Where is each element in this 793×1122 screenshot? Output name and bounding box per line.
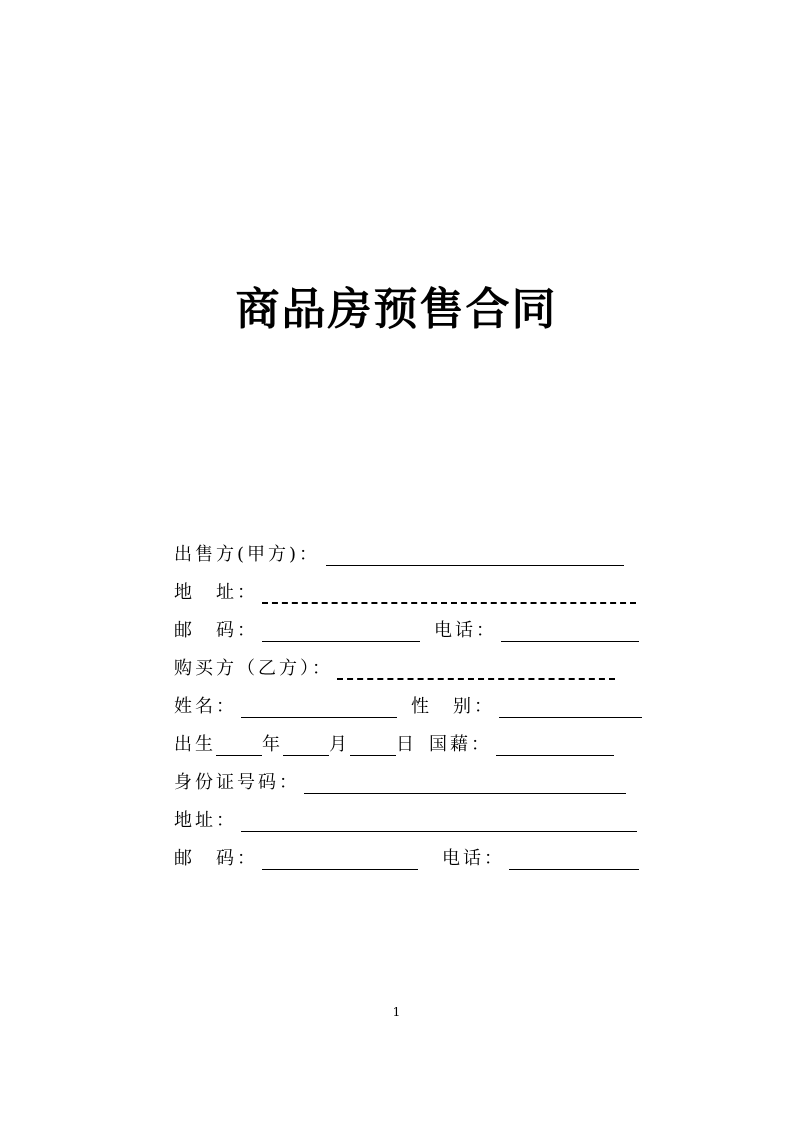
buyer-address-label: 地址： [174, 810, 237, 831]
seller-postcode-label: 邮 码： [174, 620, 258, 641]
buyer-address-row [174, 804, 637, 832]
page-number: 1 [392, 1005, 401, 1019]
seller-address-field[interactable] [262, 580, 636, 604]
buyer-name-field[interactable] [337, 656, 615, 680]
birth-day-label: 日 [396, 734, 417, 755]
buyer-birth-row [174, 728, 614, 756]
buyer-name-label: 购买方（乙方）： [174, 658, 333, 679]
birth-month-label: 月 [329, 734, 350, 755]
buyer-person-name-label: 姓名： [174, 696, 237, 717]
birth-year-label: 年 [262, 734, 283, 755]
buyer-address-field[interactable] [241, 809, 637, 832]
birth-month-field[interactable] [283, 733, 329, 756]
seller-postcode-field[interactable] [262, 619, 420, 642]
seller-phone-field[interactable] [501, 619, 639, 642]
buyer-id-field[interactable] [304, 771, 626, 794]
buyer-person-name-field[interactable] [241, 695, 397, 718]
birth-prefix-label: 出生 [174, 734, 216, 755]
buyer-person-row [174, 690, 642, 718]
buyer-postcode-field[interactable] [262, 847, 418, 870]
buyer-gender-label: 性 别： [411, 696, 495, 717]
document-title: 商品房预售合同 [235, 284, 558, 335]
buyer-phone-field[interactable] [509, 847, 639, 870]
buyer-id-label: 身份证号码： [174, 772, 300, 793]
buyer-postcode-label: 邮 码： [174, 848, 258, 869]
birth-year-field[interactable] [216, 733, 262, 756]
buyer-name-row [174, 652, 615, 680]
buyer-gender-field[interactable] [499, 695, 642, 718]
seller-address-label: 地 址： [174, 582, 258, 603]
nationality-field[interactable] [496, 733, 614, 756]
seller-phone-label: 电话： [434, 620, 497, 641]
seller-name-label: 出售方(甲方)： [174, 544, 321, 565]
seller-address-row [174, 576, 636, 604]
buyer-phone-label: 电话： [442, 848, 505, 869]
buyer-contact-row [174, 842, 639, 870]
seller-name-field[interactable] [326, 543, 624, 566]
nationality-label: 国藉： [429, 734, 492, 755]
birth-day-field[interactable] [350, 733, 396, 756]
seller-name-row [174, 538, 624, 566]
seller-contact-row [174, 614, 639, 642]
buyer-id-row [174, 766, 626, 794]
